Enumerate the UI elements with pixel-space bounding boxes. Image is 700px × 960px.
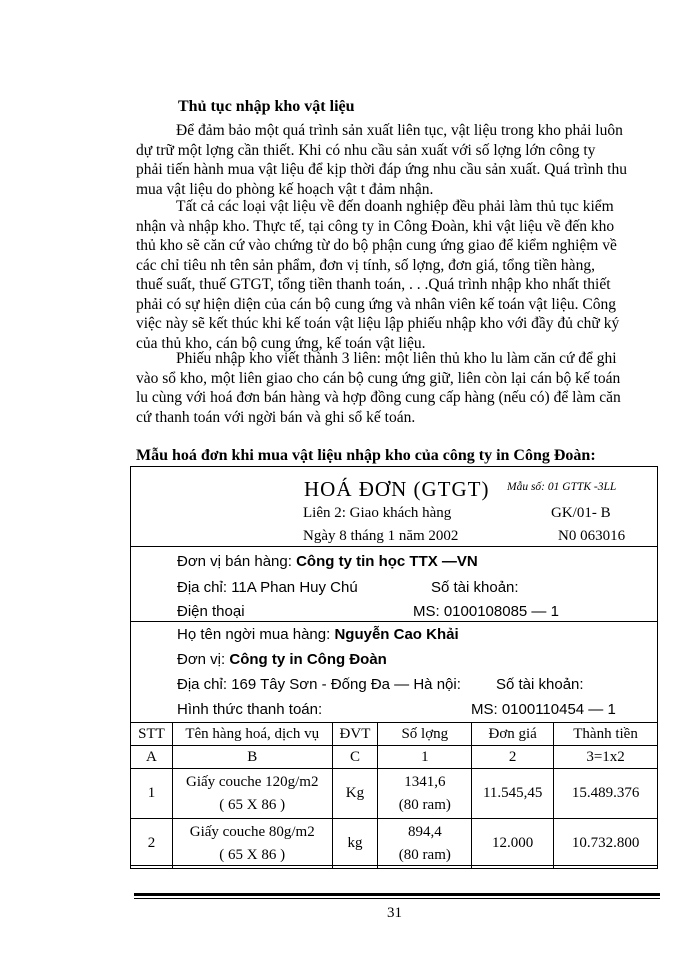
paragraph-line: nhận và nhập kho. Thực tế, tại công ty in Công Đoàn, khi vật liệu về đến kho <box>136 217 615 235</box>
invoice-caption: Mẫu hoá đơn khi mua vật liệu nhập kho của công ty in Công Đoàn: <box>136 447 596 464</box>
paragraph-line: các chỉ tiêu nh tên sản phẩm, đơn vị tính, số lợng, đơn giá, tổng tiền hàng, <box>136 256 595 274</box>
buyer-address-line <box>177 676 461 693</box>
buyer-unit-line <box>177 651 387 668</box>
invoice <box>130 466 658 866</box>
row-qty <box>378 769 472 819</box>
buyer-address: 169 Tây Sơn - Đống Đa — Hà nội: <box>231 676 461 693</box>
paragraph-line: dự trữ một lợng cần thiết. Khi có nhu cầu sản xuất với số lợng lớn công ty <box>136 141 596 159</box>
index-cell: B <box>172 746 332 769</box>
invoice-title: HOÁ ĐƠN (GTGT) <box>304 477 490 501</box>
seller-label: Đơn vị bán hàng: <box>177 553 292 570</box>
buyer-section <box>131 622 657 722</box>
row-stt: 1 <box>131 769 173 819</box>
item-name: Giấy couche 120g/m2 <box>185 773 319 790</box>
paragraph-line: mua vật liệu do phòng kế hoạch vật t đảm nhận. <box>136 180 434 198</box>
paragraph-line: thuế suất, thuế GTGT, tổng tiền thanh toán, . . .Quá trình nhập kho nhất thiết <box>136 276 611 293</box>
paragraph-line: thủ kho sẽ căn cứ vào chứng từ do bộ phận cung ứng giao để kiểm nghiệm về <box>136 237 617 254</box>
row-unit: Kg <box>332 769 378 819</box>
index-cell: 1 <box>378 746 472 769</box>
invoice-copy: Liên 2: Giao khách hàng <box>303 505 452 521</box>
index-cell: 3=1x2 <box>554 746 658 769</box>
buyer-line <box>177 626 459 643</box>
paragraph-line: Tất cả các loại vật liệu về đến doanh nghiệp đều phải làm thủ tục kiểm <box>176 198 614 215</box>
invoice-header <box>131 467 657 547</box>
paragraph-line: việc này sẽ kết thúc khi kế toán vật liệu lập phiếu nhập kho với đầy đủ chữ ký <box>136 315 620 332</box>
invoice-date: Ngày 8 tháng 1 năm 2002 <box>303 528 459 544</box>
paragraph-line: cứ thanh toán với ngời bán và ghi sổ kế toán. <box>136 408 416 426</box>
buyer-payment-label: Hình thức thanh toán: <box>177 701 323 718</box>
paragraph-line: phải tiến hành mua vật liệu để kịp thời đáp ứng nhu cầu sản xuất. Quá trình thu <box>136 161 627 178</box>
seller-phone-label: Điện thoại <box>177 603 245 620</box>
item-qty: 894,4 <box>407 823 442 840</box>
row-name <box>172 819 332 869</box>
buyer-person: Nguyễn Cao Khải <box>334 626 459 643</box>
seller-address-label: Địa chỉ: <box>177 579 228 596</box>
invoice-series: GK/01- B <box>551 505 611 521</box>
table-index-row <box>131 746 658 769</box>
header-cell: STT <box>131 723 173 746</box>
invoice-number: N0 063016 <box>558 528 626 544</box>
seller-name: Công ty tin học TTX —VN <box>296 553 478 570</box>
seller-line <box>177 553 478 570</box>
page-number: 31 <box>387 905 402 921</box>
index-cell: C <box>332 746 378 769</box>
seller-address: 11A Phan Huy Chú <box>231 579 358 596</box>
paragraph-1 <box>136 121 662 199</box>
paragraph-line: Phiếu nhập kho viết thành 3 liên: một liên thủ kho lu làm căn cứ để ghi <box>176 350 617 367</box>
item-size: ( 65 X 86 ) <box>219 846 286 863</box>
paragraph-line: Để đảm bảo một quá trình sản xuất liên tục, vật liệu trong kho phải luôn <box>176 122 623 139</box>
item-qty: 1341,6 <box>404 773 446 790</box>
item-name: Giấy couche 80g/m2 <box>189 823 315 840</box>
row-amount: 10.732.800 <box>554 819 658 869</box>
row-unit: kg <box>332 819 378 869</box>
paragraph-2 <box>136 197 662 353</box>
buyer-address-label: Địa chỉ: <box>177 676 228 693</box>
row-amount: 15.489.376 <box>554 769 658 819</box>
header-cell: Tên hàng hoá, dịch vụ <box>172 723 332 746</box>
buyer-account-label: Số tài khoản: <box>496 676 584 693</box>
item-qty-note: (80 ram) <box>398 846 451 863</box>
header-cell: Số lợng <box>378 723 472 746</box>
seller-section <box>131 547 657 622</box>
footer-rule-thin <box>134 898 660 899</box>
paragraph-3 <box>136 349 662 427</box>
footer-rule-thick <box>134 893 660 896</box>
row-name <box>172 769 332 819</box>
index-cell: 2 <box>472 746 554 769</box>
seller-tax-code: MS: 0100108085 — 1 <box>413 603 559 620</box>
paragraph-line: vào sổ kho, một liên giao cho cán bộ cung ứng giữ, liên còn lại cán bộ kế toán <box>136 369 621 387</box>
row-stt: 2 <box>131 819 173 869</box>
row-price: 11.545,45 <box>472 769 554 819</box>
seller-address-line <box>177 579 358 596</box>
header-cell: ĐVT <box>332 723 378 746</box>
item-qty-note: (80 ram) <box>398 796 451 813</box>
buyer-unit-label: Đơn vị: <box>177 651 226 668</box>
buyer-unit: Công ty in Công Đoàn <box>229 651 387 668</box>
table-row <box>131 819 658 869</box>
paragraph-line: của thủ kho, cán bộ cung ứng, kế toán vật liệu. <box>136 334 426 352</box>
table-row <box>131 769 658 819</box>
index-cell: A <box>131 746 173 769</box>
seller-account-label: Số tài khoản: <box>431 579 519 596</box>
paragraph-line: lu cùng với hoá đơn bán hàng và hợp đồng cung cấp hàng (nếu có) để làm căn <box>136 389 621 406</box>
section-heading: Thủ tục nhập kho vật liệu <box>178 98 355 115</box>
row-qty <box>378 819 472 869</box>
buyer-tax-code: MS: 0100110454 — 1 <box>471 701 616 718</box>
items-table <box>130 722 658 869</box>
buyer-person-label: Họ tên ngời mua hàng: <box>177 626 331 643</box>
invoice-form-number: Mẫu số: 01 GTTK -3LL <box>507 481 617 493</box>
row-price: 12.000 <box>472 819 554 869</box>
header-cell: Thành tiền <box>554 723 658 746</box>
table-header-row <box>131 723 658 746</box>
paragraph-line: phải có sự hiện diện của cán bộ cung ứng và nhân viên kế toán vật liệu. Công <box>136 295 616 313</box>
item-size: ( 65 X 86 ) <box>219 796 286 813</box>
header-cell: Đơn giá <box>472 723 554 746</box>
